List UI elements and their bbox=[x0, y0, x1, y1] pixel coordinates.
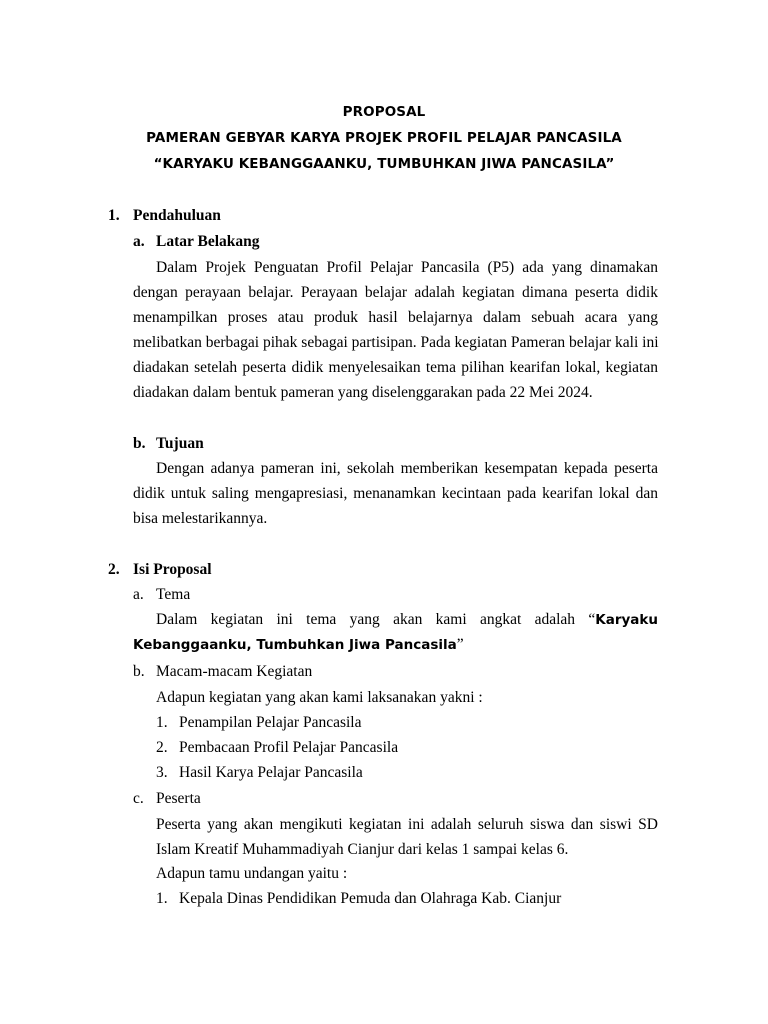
guests-intro: Adapun tamu undangan yaitu : bbox=[156, 865, 348, 882]
section-2c-marker: c. bbox=[133, 790, 144, 807]
section-2-number: 2. bbox=[108, 561, 120, 578]
paragraph-line: bisa melestarikannya. bbox=[133, 510, 268, 527]
theme-bold: Karyaku bbox=[595, 612, 658, 628]
list-item: Hasil Karya Pelajar Pancasila bbox=[179, 764, 363, 781]
list-item-number: 3. bbox=[156, 764, 168, 781]
section-2a-title: Tema bbox=[156, 586, 191, 603]
paragraph-line: Peserta yang akan mengikuti kegiatan ini adalah seluruh siswa dan siswi SD bbox=[156, 816, 658, 833]
theme-close-quote: ” bbox=[456, 636, 464, 653]
section-2b-title: Macam-macam Kegiatan bbox=[156, 663, 313, 680]
doc-theme-title: “KARYAKU KEBANGGAANKU, TUMBUHKAN JIWA PANCASILA” bbox=[153, 156, 615, 172]
paragraph-line: Dengan adanya pameran ini, sekolah memberikan kesempatan kepada peserta bbox=[156, 460, 658, 477]
paragraph-line: diadakan dalam bentuk pameran yang diselenggarakan pada 22 Mei 2024. bbox=[133, 384, 593, 401]
theme-text: Dalam kegiatan ini tema yang akan kami angkat adalah “ bbox=[156, 611, 596, 628]
section-1-title: Pendahuluan bbox=[133, 207, 221, 224]
list-item: Pembacaan Profil Pelajar Pancasila bbox=[179, 739, 399, 756]
section-1b-marker: b. bbox=[133, 435, 146, 452]
section-2c-title: Peserta bbox=[156, 790, 201, 807]
section-1-number: 1. bbox=[108, 207, 120, 224]
paragraph-line bbox=[133, 607, 658, 632]
section-2a-paragraph bbox=[133, 607, 658, 657]
list-item-number: 1. bbox=[156, 714, 168, 731]
section-2b-marker: b. bbox=[133, 663, 145, 680]
paragraph-line: dengan perayaan belajar. Perayaan belajar adalah kegiatan dimana peserta didik bbox=[133, 284, 658, 301]
list-item: Penampilan Pelajar Pancasila bbox=[179, 714, 362, 731]
list-item-number: 1. bbox=[156, 890, 168, 907]
paragraph-line: diadakan setelah peserta didik menyelesaikan tema pilihan kearifan lokal, kegiatan bbox=[133, 359, 658, 376]
section-1a-paragraph bbox=[133, 255, 658, 405]
paragraph-line: didik untuk saling mengapresiasi, menanamkan kecintaan pada kearifan lokal dan bbox=[133, 485, 658, 502]
theme-bold: Kebanggaanku, Tumbuhkan Jiwa Pancasila bbox=[133, 637, 457, 653]
section-1b-paragraph bbox=[133, 456, 658, 531]
list-item-number: 2. bbox=[156, 739, 168, 756]
list-item: Kepala Dinas Pendidikan Pemuda dan Olahraga Kab. Cianjur bbox=[179, 890, 562, 907]
paragraph-line: Islam Kreatif Muhammadiyah Cianjur dari kelas 1 sampai kelas 6. bbox=[156, 841, 569, 858]
section-1a-marker: a. bbox=[133, 233, 145, 250]
doc-subtitle: PAMERAN GEBYAR KARYA PROJEK PROFIL PELAJAR PANCASILA bbox=[146, 130, 622, 146]
activities-intro: Adapun kegiatan yang akan kami laksanakan yakni : bbox=[156, 689, 483, 706]
section-1b-title: Tujuan bbox=[156, 435, 204, 452]
paragraph-line: melibatkan berbagai pihak sebagai partisipan. Pada kegiatan Pameran belajar kali ini bbox=[133, 334, 659, 351]
section-2a-marker: a. bbox=[133, 586, 144, 603]
doc-title: PROPOSAL bbox=[342, 104, 426, 120]
paragraph-line bbox=[133, 632, 658, 657]
paragraph-line: Dalam Projek Penguatan Profil Pelajar Pancasila (P5) ada yang dinamakan bbox=[156, 259, 658, 276]
section-1a-title: Latar Belakang bbox=[156, 233, 260, 250]
section-2c-paragraph bbox=[156, 812, 658, 862]
section-2-title: Isi Proposal bbox=[133, 561, 212, 578]
paragraph-line: menampilkan proses atau produk hasil belajarnya dalam sebuah acara yang bbox=[133, 309, 658, 326]
